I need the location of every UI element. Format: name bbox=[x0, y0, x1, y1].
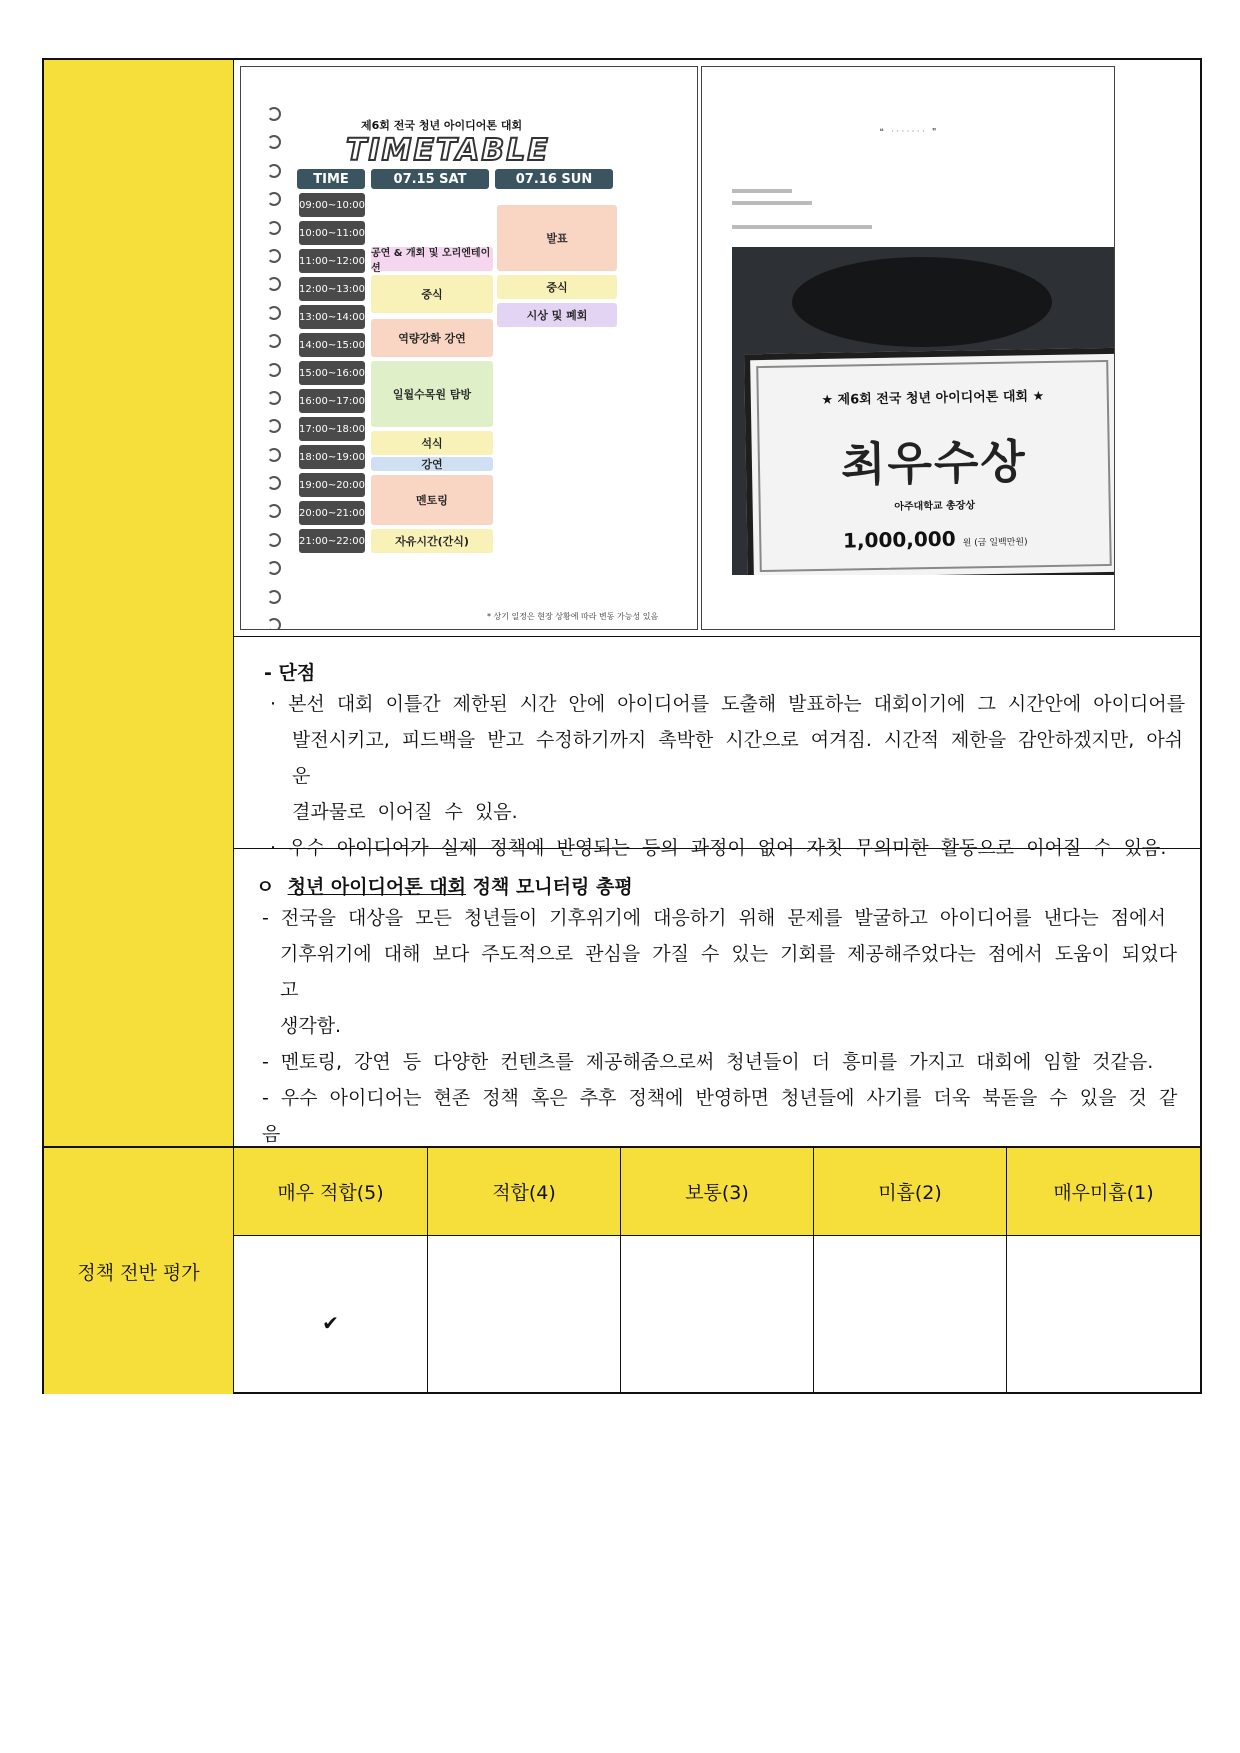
timetable-subtitle: 제6회 전국 청년 아이디어톤 대회 bbox=[361, 119, 523, 132]
event-freetime: 자유시간(간식) bbox=[371, 529, 493, 553]
rating-cell-1[interactable] bbox=[1007, 1236, 1200, 1394]
weakness-line: · 본선 대회 이틀간 제한된 시간 안에 아이디어를 도출해 발표하는 대회이기에 그 시간안에 아이디어를 bbox=[270, 693, 1186, 715]
post-header-blurred: ❝ · · · · · · · ❞ bbox=[879, 127, 937, 136]
award-plaque bbox=[744, 348, 1115, 575]
award-post-image bbox=[701, 66, 1115, 630]
weakness-line: · 우수 아이디어가 실제 정책에 반영되는 등의 과정이 없어 자칫 무의미한 활동으로 이어질 수 있음. bbox=[270, 837, 1167, 859]
round-table bbox=[792, 257, 1052, 347]
spiral-binding bbox=[267, 107, 281, 630]
event-mentoring: 멘토링 bbox=[371, 475, 493, 525]
review-line: 기후위기에 대해 보다 주도적으로 관심을 가질 수 있는 기회를 제공해주었다는 점에서 도움이 되었다고 bbox=[280, 943, 1177, 1001]
plaque-amount: 1,000,000 원 (금 일백만원) bbox=[842, 526, 1028, 553]
evaluation-grid bbox=[234, 1146, 1200, 1396]
review-bullet: ㅇ bbox=[256, 876, 275, 898]
event-presentation: 발표 bbox=[497, 205, 617, 271]
time-slot: 20:00~21:00 bbox=[299, 501, 365, 525]
award-photo bbox=[732, 247, 1115, 575]
header-day1: 07.15 SAT bbox=[371, 169, 489, 189]
event-lecture: 역량강화 강연 bbox=[371, 319, 493, 357]
time-slot: 12:00~13:00 bbox=[299, 277, 365, 301]
time-slot: 13:00~14:00 bbox=[299, 305, 365, 329]
event-opening: 공연 & 개회 및 오리엔테이션 bbox=[371, 247, 493, 271]
time-slot: 10:00~11:00 bbox=[299, 221, 365, 245]
time-slot: 19:00~20:00 bbox=[299, 473, 365, 497]
post-text-blurred bbox=[732, 189, 792, 193]
weakness-line: 발전시키고, 피드백을 받고 수정하기까지 촉박한 시간으로 여겨짐. 시간적 제한을 감안하겠지만, 아쉬운 bbox=[292, 729, 1184, 787]
review-title-underlined: 청년 아이디어톤 대회 bbox=[287, 876, 467, 898]
rating-header-2: 미흡(2) bbox=[814, 1148, 1007, 1236]
weakness-line: 결과물로 이어질 수 있음. bbox=[292, 801, 518, 823]
plaque-school: 아주대학교 총장상 bbox=[894, 500, 976, 513]
row-divider bbox=[234, 848, 1200, 849]
review-body bbox=[262, 900, 1192, 1152]
event-talk: 강연 bbox=[371, 457, 493, 471]
rating-header-3: 보통(3) bbox=[621, 1148, 814, 1236]
rating-header-1: 매우미흡(1) bbox=[1007, 1148, 1200, 1236]
rating-header-4: 적합(4) bbox=[428, 1148, 621, 1236]
timetable-title: TIMETABLE bbox=[346, 133, 550, 168]
time-slot: 15:00~16:00 bbox=[299, 361, 365, 385]
post-text-blurred bbox=[732, 201, 812, 205]
review-title-rest: 정책 모니터링 총평 bbox=[466, 876, 633, 898]
timetable-note: * 상기 일정은 현장 상황에 따라 변동 가능성 있음 bbox=[487, 612, 659, 621]
time-slot: 17:00~18:00 bbox=[299, 417, 365, 441]
time-slot: 18:00~19:00 bbox=[299, 445, 365, 469]
review-line: - 우수 아이디어는 현존 정책 혹은 추후 정책에 반영하면 청년들에 사기를 더욱 북돋을 수 있을 것 같음 bbox=[262, 1087, 1178, 1145]
rating-cell-3[interactable] bbox=[621, 1236, 814, 1394]
header-time: TIME bbox=[297, 169, 365, 189]
left-label-column bbox=[44, 60, 234, 1146]
event-dinner: 석식 bbox=[371, 431, 493, 455]
weakness-title: - 단점 bbox=[264, 662, 316, 684]
time-slot: 11:00~12:00 bbox=[299, 249, 365, 273]
event-awards: 시상 및 폐회 bbox=[497, 303, 617, 327]
time-slot: 16:00~17:00 bbox=[299, 389, 365, 413]
event-arboretum: 일월수목원 탐방 bbox=[371, 361, 493, 427]
event-lunch-sun: 중식 bbox=[497, 275, 617, 299]
report-table bbox=[42, 58, 1202, 1394]
rating-cell-5[interactable] bbox=[234, 1236, 428, 1394]
rating-cell-2[interactable] bbox=[814, 1236, 1007, 1394]
review-line: - 전국을 대상을 모든 청년들이 기후위기에 대응하기 위해 문제를 발굴하고 아이디어를 낸다는 점에서 bbox=[262, 907, 1166, 929]
time-slot: 09:00~10:00 bbox=[299, 193, 365, 217]
time-slot: 14:00~15:00 bbox=[299, 333, 365, 357]
time-slot: 21:00~22:00 bbox=[299, 529, 365, 553]
plaque-title: ★ 제6회 전국 청년 아이디어톤 대회 ★ bbox=[821, 389, 1045, 408]
post-text-blurred bbox=[732, 225, 872, 229]
weakness-body bbox=[270, 686, 1190, 866]
rating-cell-4[interactable] bbox=[428, 1236, 621, 1394]
row-divider bbox=[234, 636, 1200, 637]
review-line: - 멘토링, 강연 등 다양한 컨텐츠를 제공해줌으로써 청년들이 더 흥미를 가지고 대회에 임할 것같음. bbox=[262, 1051, 1154, 1073]
review-title bbox=[256, 872, 633, 899]
header-day2: 07.16 SUN bbox=[495, 169, 613, 189]
plaque-award: 최우수상 bbox=[840, 434, 1028, 492]
review-line: 생각함. bbox=[280, 1015, 342, 1037]
evaluation-label: 정책 전반 평가 bbox=[44, 1146, 234, 1394]
event-lunch-sat: 중식 bbox=[371, 275, 493, 313]
check-icon: ✔ bbox=[322, 1311, 339, 1335]
timetable-image bbox=[240, 66, 698, 630]
rating-header-5: 매우 적합(5) bbox=[234, 1148, 428, 1236]
